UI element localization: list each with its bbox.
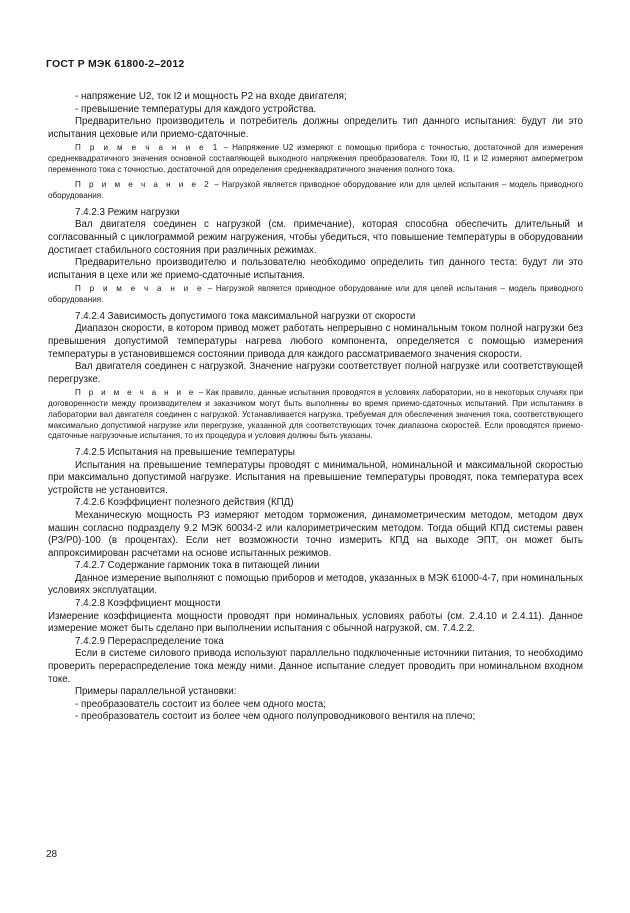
note-3-label: П р и м е ч а н и е <box>75 284 205 294</box>
paragraph-test-type-2: Предварительно производителю и пользователю необходимо определить тип данного теста: будут ли это испытания в цехе или же приемо-сдаточные испытания. <box>48 257 583 281</box>
section-heading-7-4-2-9: 7.4.2.9 Перераспределение тока <box>75 635 224 647</box>
document-header: ГОСТ Р МЭК 61800-2–2012 <box>46 58 185 70</box>
paragraph-examples: Примеры параллельной установки: <box>75 686 237 698</box>
note-2 <box>48 180 583 201</box>
note-1-text: – Напряжение U2 измеряют с помощью прибора с точностью, достаточной для измерения среднеквадратичного значения основной составляющей выходного напряжения преобразователя. Токи I0, I1 и I2 измеряют амперметром переменного тока с точностью, достаточной для определения среднеквадратичного значения полного тока. <box>48 143 583 174</box>
paragraph-efficiency: Механическую мощность P3 измеряют методом торможения, динамометрическим методом, методом двух машин согласно подразделу 9.2 МЭК 60034-2 или калориметрическим методом. Тогда общий КПД системы равен (P3/P0)·100 (в процентах). Если нет возможности точно измерить КПД на выходе ЭПТ, он может быть аппроксимирован расчетами на основе испытанных режимов. <box>48 509 583 559</box>
section-heading-7-4-2-7: 7.4.2.7 Содержание гармоник тока в питающей линии <box>75 560 320 572</box>
section-heading-7-4-2-8: 7.4.2.8 Коэффициент мощности <box>75 598 221 610</box>
note-3-text: – Нагрузкой является приводное оборудование или для целей испытания – модель приводного оборудования. <box>48 284 583 305</box>
note-4-text: – Как правило, данные испытания проводятся в условиях лаборатории, но в некоторых случаях при договоренности между производителем и заказчиком могут быть выполнены во время приемо-сдаточных испытаний. При испытаниях в лаборатории вал двигателя соединен с нагрузкой. Устанавливается нагрузка, требуемая для обеспечения значения тока, соответствующего максимально допустимой нагрузке или перегрузке, указанной для соответствующих точек диапазона скоростей. Если проводятся приемо-сдаточные нагрузочные испытания, то их процедура и условия должны быть указаны. <box>48 388 583 441</box>
note-4 <box>48 388 583 442</box>
section-heading-7-4-2-3: 7.4.2.3 Режим нагрузки <box>75 206 180 218</box>
section-heading-7-4-2-5: 7.4.2.5 Испытания на превышение температуры <box>75 446 295 458</box>
paragraph-temperature-rise: Испытания на превышение температуры проводят с минимальной, номинальной и максимальной скоростью при максимально допустимой нагрузке. Испытания на превышение температуры проводят, пока температура всех устройств не установится. <box>48 459 583 496</box>
note-4-label: П р и м е ч а н и е <box>75 388 197 398</box>
list-item-temperature: - превышение температуры для каждого устройства. <box>75 103 317 115</box>
note-1 <box>48 143 583 175</box>
paragraph-test-type: Предварительно производитель и потребитель должны определить тип данного испытания: будут ли это испытания цеховые или приемо-сдаточные. <box>48 116 583 140</box>
note-1-label: П р и м е ч а н и е 1 <box>75 143 220 153</box>
paragraph-current-sharing: Если в системе силового привода используют параллельно подключенные источники питания, то необходимо проверить перераспределение тока между ними. Данное испытание следует проводить при номинальном входном токе. <box>48 648 583 685</box>
note-2-text: – Нагрузкой является приводное оборудование или для целей испытания – модель приводного оборудования. <box>48 180 583 201</box>
section-heading-7-4-2-6: 7.4.2.6 Коэффициент полезного действия (КПД) <box>75 497 294 509</box>
list-item-voltage: - напряжение U2, ток I2 и мощность P2 на входе двигателя; <box>75 91 347 102</box>
section-heading-7-4-2-4: 7.4.2.4 Зависимость допустимого тока максимальной нагрузки от скорости <box>75 310 416 322</box>
paragraph-shaft-load: Вал двигателя соединен с нагрузкой. Значение нагрузки соответствует полной нагрузке или соответствующей перегрузке. <box>48 361 583 385</box>
paragraph-load-shaft: Вал двигателя соединен с нагрузкой (см. примечание), которая способна обеспечить длительный и согласованный с циклограммой режим нагружения, чтобы убедиться, что повышение температуры в оборудовании достигает стабильного состояния при различных режимах. <box>48 219 583 256</box>
paragraph-power-factor: Измерение коэффициента мощности проводят при номинальных условиях работы (см. 2.4.10 и 2.4.11). Данное измерение может быть сделано при выполнении испытания с обычной нагрузкой, см. 7.4.2.2. <box>48 610 583 635</box>
list-item-valve: - преобразователь состоит из более чем одного полупроводникового вентиля на плечо; <box>75 711 476 723</box>
paragraph-harmonics: Данное измерение выполняют с помощью приборов и методов, указанных в МЭК 61000-4-7, при номинальных условиях эксплуатации. <box>48 572 583 597</box>
page-number: 28 <box>46 849 58 860</box>
paragraph-speed-range: Диапазон скорости, в котором привод может работать непрерывно с номинальным током полной нагрузки без превышения допустимой температуры нагрева любого компонента, определяется с помощью измерения температуры в установившемся состоянии привода для каждого рассматриваемого значения скорости. <box>48 323 583 360</box>
note-2-label: П р и м е ч а н и е 2 <box>75 180 212 190</box>
note-3 <box>48 284 583 305</box>
list-item-bridge: - преобразователь состоит из более чем одного моста; <box>75 698 326 710</box>
page-body <box>48 91 583 724</box>
